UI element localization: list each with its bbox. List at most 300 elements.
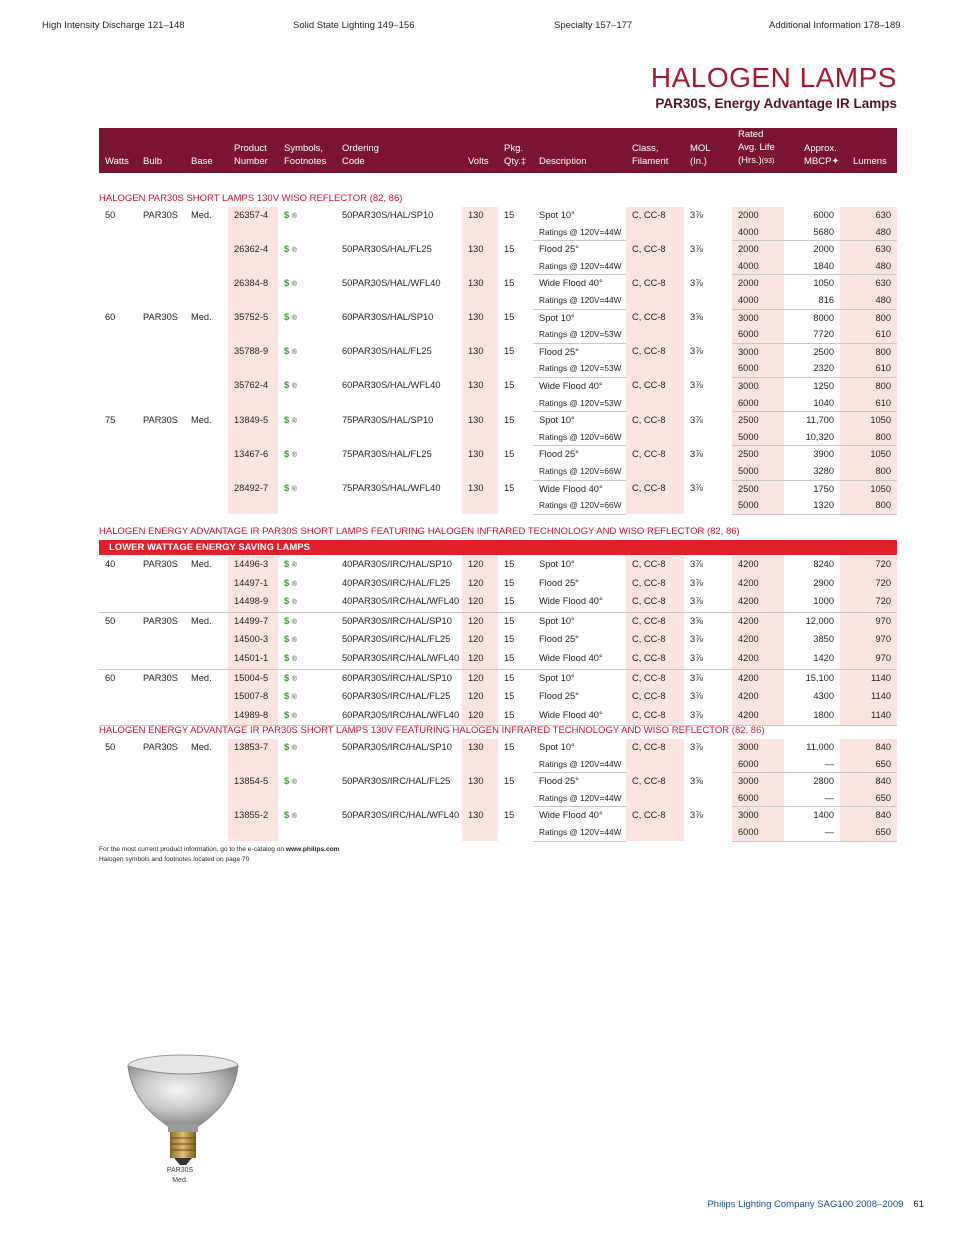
lumens-cell: 1140 — [840, 669, 897, 688]
nav-ssl[interactable]: Solid State Lighting 149–156 — [293, 20, 415, 31]
mol-cell: 3⅞ — [690, 615, 703, 626]
volts-cell: 130 — [462, 309, 498, 343]
life-cell: 2500 — [732, 446, 784, 463]
philips-link[interactable]: www.philips.com — [285, 846, 340, 853]
symbols-cell — [278, 309, 336, 343]
base-cell — [185, 707, 228, 726]
lumens-cell: 800 — [840, 309, 897, 326]
life-cell: 4200 — [732, 688, 784, 707]
description-cell: Wide Flood 40° — [539, 810, 603, 821]
bulb-cell — [137, 807, 185, 841]
class-cell: C, CC-8 — [626, 377, 684, 411]
col-bulb: Bulb — [143, 156, 163, 167]
lumens-cell: 800 — [840, 497, 897, 514]
symbols-cell — [278, 412, 336, 446]
mbcp-cell: 11,700 — [806, 415, 834, 426]
base-cell — [185, 241, 228, 275]
mbcp-cell: — — [784, 790, 840, 807]
table-row — [99, 309, 897, 326]
volts-cell: 120 — [462, 631, 498, 650]
volts-cell: 120 — [462, 593, 498, 612]
ordering-code-cell: 60PAR30S/HAL/SP10 — [342, 312, 434, 323]
energy-saving-icon: $ — [284, 742, 290, 752]
class-cell: C, CC-8 — [626, 412, 684, 446]
footnote-symbol-icon: ® — [291, 618, 297, 626]
mol-cell: 3⅞ — [690, 210, 703, 220]
table-par30s-130v — [99, 207, 897, 515]
pkg-qty-cell: 15 — [504, 380, 515, 391]
life-cell: 3000 — [732, 807, 784, 824]
footnote-symbol-icon: ® — [291, 451, 297, 459]
energy-saving-icon: $ — [284, 559, 290, 569]
symbols-cell — [278, 446, 336, 480]
mol-cell: 3⅞ — [690, 634, 703, 645]
table-row — [99, 612, 897, 631]
product-number-cell: 26357-4 — [228, 207, 278, 241]
footnote-symbol-icon: ® — [291, 213, 297, 220]
energy-saving-icon: $ — [284, 380, 290, 391]
mbcp-cell: 11,000 — [806, 742, 834, 752]
watts-cell: 50 — [105, 742, 116, 752]
lumens-cell: 800 — [840, 429, 897, 446]
symbols-cell — [278, 707, 336, 726]
bulb-cell: PAR30S — [143, 210, 178, 220]
page-title: HALOGEN LAMPS — [650, 62, 897, 93]
volts-cell: 130 — [462, 480, 498, 514]
table-row — [99, 207, 897, 224]
class-cell: C, CC-8 — [626, 309, 684, 343]
ratings-note-cell: Ratings @ 120V=44W — [533, 790, 626, 807]
mol-cell: 3⅞ — [690, 775, 703, 786]
energy-saving-icon: $ — [284, 809, 290, 820]
energy-saving-icon: $ — [284, 672, 290, 683]
mbcp-cell: 6000 — [813, 210, 834, 220]
footnote-symbols: Halogen symbols and footnotes located on page 70 — [99, 856, 250, 863]
ordering-code-cell: 60PAR30S/IRC/HAL/FL25 — [342, 691, 451, 702]
mol-cell: 3⅞ — [684, 650, 732, 669]
ordering-code-cell: 60PAR30S/HAL/WFL40 — [342, 380, 441, 391]
ratings-note-cell: Ratings @ 120V=44W — [533, 756, 626, 773]
lumens-cell: 720 — [840, 575, 897, 594]
life-cell: 2000 — [732, 275, 784, 292]
bulb-cell — [137, 631, 185, 650]
bulb-cell — [137, 241, 185, 275]
ratings-note-cell: Ratings @ 120V=66W — [533, 463, 626, 480]
ordering-code-cell: 75PAR30S/HAL/WFL40 — [342, 483, 441, 493]
footnote-symbol-icon: ® — [291, 246, 297, 254]
lumens-cell: 800 — [840, 463, 897, 480]
base-cell — [185, 480, 228, 514]
class-cell: C, CC-8 — [626, 275, 684, 309]
volts-cell: 130 — [462, 377, 498, 411]
nav-hid[interactable]: High Intensity Discharge 121–148 — [42, 20, 185, 31]
mol-cell: 3⅞ — [684, 707, 732, 726]
energy-saving-icon: $ — [284, 312, 290, 323]
base-cell — [185, 631, 228, 650]
mbcp-cell: 4300 — [813, 691, 834, 702]
col-symbols — [284, 142, 326, 168]
lumens-cell: 650 — [840, 756, 897, 773]
pkg-qty-cell: 15 — [504, 210, 515, 220]
description-cell: Flood 25° — [539, 634, 579, 645]
bulb-cell: PAR30S — [143, 559, 178, 569]
table-row — [99, 650, 897, 669]
description-cell: Spot 10° — [539, 312, 575, 323]
bulb-cell — [137, 275, 185, 309]
mbcp-cell: 8240 — [813, 559, 834, 569]
mbcp-cell: 2000 — [813, 244, 834, 255]
life-cell: 3000 — [732, 309, 784, 326]
symbols-cell — [278, 631, 336, 650]
energy-saving-icon: $ — [284, 709, 290, 720]
life-cell: 6000 — [732, 326, 784, 343]
energy-saving-icon: $ — [284, 577, 290, 588]
ratings-note-cell: Ratings @ 120V=44W — [533, 224, 626, 241]
lumens-cell: 970 — [840, 612, 897, 631]
product-number-cell: 14500-3 — [228, 631, 278, 650]
symbols-cell — [278, 807, 336, 841]
lumens-cell: 800 — [840, 377, 897, 394]
class-cell: C, CC-8 — [626, 650, 684, 669]
ordering-code-cell: 75PAR30S/HAL/FL25 — [342, 448, 432, 459]
volts-cell: 130 — [462, 275, 498, 309]
energy-saving-icon: $ — [284, 596, 290, 607]
volts-cell: 130 — [462, 739, 498, 773]
table-row — [99, 593, 897, 612]
ordering-code-cell: 50PAR30S/IRC/HAL/WFL40 — [342, 809, 460, 820]
product-number-cell: 14498-9 — [228, 593, 278, 612]
base-cell — [185, 575, 228, 594]
product-number-cell: 26362-4 — [228, 241, 278, 275]
col-ordering-2: Code — [342, 156, 365, 167]
col-symbols-1: Symbols, — [284, 143, 324, 154]
description-cell: Flood 25° — [539, 346, 579, 357]
bulb-cell — [137, 377, 185, 411]
mbcp-cell: 3280 — [784, 463, 840, 480]
footnote-symbol-icon: ® — [291, 486, 297, 493]
mbcp-cell: 10,320 — [784, 429, 840, 446]
mbcp-cell: 1320 — [784, 497, 840, 514]
col-pkg-2: Qty.‡ — [504, 156, 526, 167]
volts-cell: 120 — [462, 612, 498, 631]
mol-cell: 3⅞ — [690, 346, 703, 357]
col-mol-2: (In.) — [690, 156, 707, 167]
lumens-cell: 720 — [840, 593, 897, 612]
footnote-symbol-icon: ® — [291, 417, 297, 425]
bulb-cell — [137, 688, 185, 707]
watts-cell — [99, 446, 137, 480]
par30s-lamp-image — [124, 1052, 242, 1167]
symbols-cell — [278, 480, 336, 514]
mol-cell: 3⅞ — [690, 577, 703, 588]
energy-saving-icon: $ — [284, 346, 290, 357]
footnote-symbol-icon: ® — [291, 580, 297, 588]
col-lumens: Lumens — [853, 156, 887, 167]
col-ordering-1: Ordering — [342, 143, 379, 154]
watts-cell: 60 — [105, 672, 116, 683]
pkg-qty-cell: 15 — [504, 414, 515, 425]
bulb-cell — [137, 650, 185, 669]
pkg-qty-cell: 15 — [504, 277, 515, 288]
section-title-3: HALOGEN ENERGY ADVANTAGE IR PAR30S SHORT LAMPS 130V FEATURING HALOGEN INFRARED TECHNOLOGY AND WISO REFLECTOR (82, 86) — [99, 725, 765, 736]
nav-specialty[interactable]: Specialty 157–177 — [554, 20, 633, 31]
col-pkg-1: Pkg. — [504, 143, 524, 154]
watts-cell: 50 — [105, 615, 116, 626]
description-cell: Spot 10° — [539, 415, 575, 426]
ordering-code-cell: 60PAR30S/IRC/HAL/SP10 — [342, 672, 452, 683]
base-cell — [185, 593, 228, 612]
class-cell: C, CC-8 — [626, 480, 684, 514]
watts-cell: 60 — [105, 312, 116, 323]
ordering-code-cell: 50PAR30S/HAL/FL25 — [342, 243, 432, 254]
class-cell: C, CC-8 — [626, 773, 684, 807]
footnote-symbol-icon: ® — [291, 349, 297, 357]
table-row — [99, 377, 897, 394]
product-number-cell: 13854-5 — [228, 773, 278, 807]
footnote-symbol-icon: ® — [291, 778, 297, 786]
base-cell — [185, 688, 228, 707]
symbols-cell — [278, 773, 336, 807]
life-cell: 5000 — [732, 429, 784, 446]
table-row — [99, 807, 897, 824]
lumens-cell: 630 — [840, 241, 897, 258]
ratings-note-cell: Ratings @ 120V=53W — [533, 395, 626, 412]
class-cell: C, CC-8 — [626, 688, 684, 707]
mbcp-cell: 1050 — [813, 278, 834, 289]
lumens-cell: 630 — [840, 275, 897, 292]
watts-cell: 40 — [105, 559, 116, 569]
energy-saving-icon: $ — [284, 615, 290, 626]
footnote-symbol-icon: ® — [291, 694, 297, 702]
mbcp-cell: 1250 — [813, 380, 834, 391]
pkg-qty-cell: 15 — [504, 346, 515, 357]
col-mbcp-1: Approx. — [804, 143, 837, 154]
lumens-cell: 480 — [840, 292, 897, 309]
product-number-cell: 13849-5 — [228, 412, 278, 446]
description-cell: Flood 25° — [539, 244, 579, 255]
life-cell: 4200 — [732, 556, 784, 575]
life-cell: 4000 — [732, 258, 784, 275]
col-mol-1: MOL — [690, 143, 711, 154]
pkg-qty-cell: 15 — [504, 483, 515, 493]
col-pkg — [504, 142, 526, 168]
mbcp-cell: 1800 — [784, 707, 840, 726]
life-cell: 4200 — [732, 612, 784, 631]
symbols-cell — [278, 207, 336, 241]
watts-cell — [99, 773, 137, 807]
footnote-catalog-text: For the most current product information, go to the e-catalog on — [99, 846, 286, 853]
volts-cell: 120 — [462, 688, 498, 707]
mbcp-cell: 15,100 — [805, 672, 834, 683]
mbcp-cell: 1000 — [784, 593, 840, 612]
life-cell: 3000 — [732, 343, 784, 360]
lumens-cell: 630 — [840, 207, 897, 224]
footnote-symbol-icon: ® — [291, 745, 297, 752]
table-row — [99, 773, 897, 790]
symbols-cell — [278, 556, 336, 575]
base-cell — [185, 807, 228, 841]
col-product-1: Product — [234, 143, 267, 154]
watts-cell — [99, 650, 137, 669]
table-row — [99, 688, 897, 707]
watts-cell — [99, 575, 137, 594]
product-number-cell: 14989-8 — [228, 707, 278, 726]
col-life-1: Rated — [738, 129, 764, 140]
life-cell: 6000 — [732, 395, 784, 412]
table-row — [99, 556, 897, 575]
class-cell: C, CC-8 — [626, 207, 684, 241]
footnote-symbol-icon: ® — [291, 675, 297, 683]
lumens-cell: 1050 — [840, 480, 897, 497]
col-watts: Watts — [105, 156, 129, 167]
mbcp-cell: 2500 — [813, 346, 834, 357]
volts-cell: 120 — [462, 556, 498, 575]
life-cell: 5000 — [732, 497, 784, 514]
product-number-cell: 26384-8 — [228, 275, 278, 309]
pkg-qty-cell: 15 — [504, 312, 515, 323]
ratings-note-cell: Ratings @ 120V=66W — [533, 497, 626, 514]
table-row — [99, 707, 897, 726]
col-symbols-2: Footnotes — [284, 156, 327, 167]
lumens-cell: 610 — [840, 326, 897, 343]
col-mbcp — [804, 142, 839, 168]
footnote-symbol-icon: ® — [291, 315, 297, 323]
section-subheading — [99, 540, 897, 555]
footnote-symbol-icon: ® — [291, 812, 297, 820]
col-mbcp-2: MBCP✦ — [804, 156, 840, 167]
ordering-code-cell: 40PAR30S/IRC/HAL/SP10 — [342, 559, 452, 569]
mol-cell: 3⅞ — [690, 380, 703, 391]
energy-saving-icon: $ — [284, 652, 290, 663]
volts-cell: 130 — [462, 207, 498, 241]
lumens-cell: 480 — [840, 224, 897, 241]
col-description: Description — [539, 156, 587, 167]
description-cell: Spot 10° — [539, 672, 575, 683]
bulb-cell: PAR30S — [143, 414, 178, 425]
base-cell: Med. — [191, 615, 212, 626]
base-cell: Med. — [191, 414, 212, 425]
description-cell: Spot 10° — [539, 210, 575, 220]
mol-cell: 3⅞ — [690, 672, 703, 683]
mbcp-cell: 1400 — [813, 810, 834, 821]
footnote-symbol-icon: ® — [291, 383, 297, 391]
page-subtitle: PAR30S, Energy Advantage IR Lamps — [655, 96, 897, 111]
col-product — [234, 142, 268, 168]
symbols-cell — [278, 377, 336, 411]
lumens-cell: 1140 — [840, 707, 897, 726]
product-number-cell: 14497-1 — [228, 575, 278, 594]
class-cell: C, CC-8 — [626, 669, 684, 688]
table-row — [99, 275, 897, 292]
ordering-code-cell: 50PAR30S/IRC/HAL/FL25 — [342, 775, 451, 786]
col-volts: Volts — [468, 156, 489, 167]
description-cell: Flood 25° — [539, 776, 579, 787]
mbcp-cell: 7720 — [784, 326, 840, 343]
symbols-cell — [278, 275, 336, 309]
product-number-cell: 14496-3 — [228, 556, 278, 575]
product-number-cell: 15004-5 — [228, 669, 278, 688]
pkg-qty-cell: 15 — [504, 577, 515, 588]
mbcp-cell: 12,000 — [805, 615, 834, 626]
product-number-cell: 35762-4 — [228, 377, 278, 411]
watts-cell — [99, 275, 137, 309]
product-number-cell: 13853-7 — [228, 739, 278, 773]
life-cell: 6000 — [732, 790, 784, 807]
footnote-symbol-icon: ® — [291, 562, 297, 569]
base-cell: Med. — [191, 672, 212, 683]
life-cell: 2500 — [732, 412, 784, 429]
mbcp-cell: 8000 — [813, 312, 834, 323]
lamp-caption — [150, 1166, 210, 1186]
life-cell: 2500 — [732, 480, 784, 497]
footer-company: Philips Lighting Company SAG100 2008–2009 — [707, 1199, 904, 1210]
pkg-qty-cell: 15 — [498, 593, 533, 612]
ratings-note-cell: Ratings @ 120V=66W — [533, 429, 626, 446]
life-cell: 4200 — [732, 593, 784, 612]
life-cell: 3000 — [732, 739, 784, 756]
col-mol — [690, 142, 711, 168]
life-cell: 5000 — [732, 463, 784, 480]
symbols-cell — [278, 575, 336, 594]
nav-additional[interactable]: Additional Information 178–189 — [769, 20, 901, 31]
watts-cell: 75 — [105, 414, 116, 425]
ordering-code-cell: 50PAR30S/HAL/SP10 — [342, 210, 434, 220]
watts-cell — [99, 807, 137, 841]
mol-cell: 3⅞ — [690, 809, 703, 820]
bulb-cell — [137, 480, 185, 514]
base-cell — [185, 275, 228, 309]
life-cell: 6000 — [732, 756, 784, 773]
description-cell: Spot 10° — [539, 742, 575, 752]
description-cell: Wide Flood 40° — [533, 593, 626, 612]
description-cell: Wide Flood 40° — [539, 483, 603, 494]
ordering-code-cell: 40PAR30S/IRC/HAL/WFL40 — [336, 593, 462, 612]
watts-cell — [99, 707, 137, 726]
mbcp-cell: 2320 — [784, 360, 840, 377]
table-row — [99, 412, 897, 429]
pkg-qty-cell: 15 — [504, 672, 515, 683]
life-cell: 4000 — [732, 292, 784, 309]
lumens-cell: 840 — [840, 807, 897, 824]
mol-cell: 3⅞ — [690, 414, 703, 425]
mbcp-cell: 1420 — [784, 650, 840, 669]
mol-cell: 3⅞ — [690, 483, 703, 493]
lamp-caption-bulb: PAR30S — [166, 1167, 194, 1174]
table-row — [99, 480, 897, 497]
product-number-cell: 14501-1 — [228, 650, 278, 669]
ordering-code-cell: 50PAR30S/HAL/WFL40 — [342, 277, 441, 288]
ordering-code-cell: 60PAR30S/IRC/HAL/WFL40 — [336, 707, 462, 726]
life-cell: 4200 — [732, 669, 784, 688]
footnote-symbol-icon: ® — [291, 599, 297, 607]
lamp-caption-base: Med. — [172, 1177, 188, 1184]
class-cell: C, CC-8 — [626, 556, 684, 575]
life-cell: 4200 — [732, 707, 784, 726]
watts-cell: 50 — [105, 210, 116, 220]
class-cell: C, CC-8 — [626, 807, 684, 841]
volts-cell: 130 — [462, 241, 498, 275]
product-number-cell: 35788-9 — [228, 343, 278, 377]
table-header — [99, 128, 897, 173]
table-row — [99, 669, 897, 688]
pkg-qty-cell: 15 — [504, 809, 515, 820]
table-energy-advantage-130v — [99, 739, 897, 842]
lumens-cell: 720 — [840, 556, 897, 575]
symbols-cell — [278, 612, 336, 631]
base-cell: Med. — [191, 742, 212, 752]
watts-cell — [99, 631, 137, 650]
section-title-2: HALOGEN ENERGY ADVANTAGE IR PAR30S SHORT LAMPS FEATURING HALOGEN INFRARED TECHNOLOGY AND WISO REFLECTOR (82, 86) — [99, 526, 740, 537]
